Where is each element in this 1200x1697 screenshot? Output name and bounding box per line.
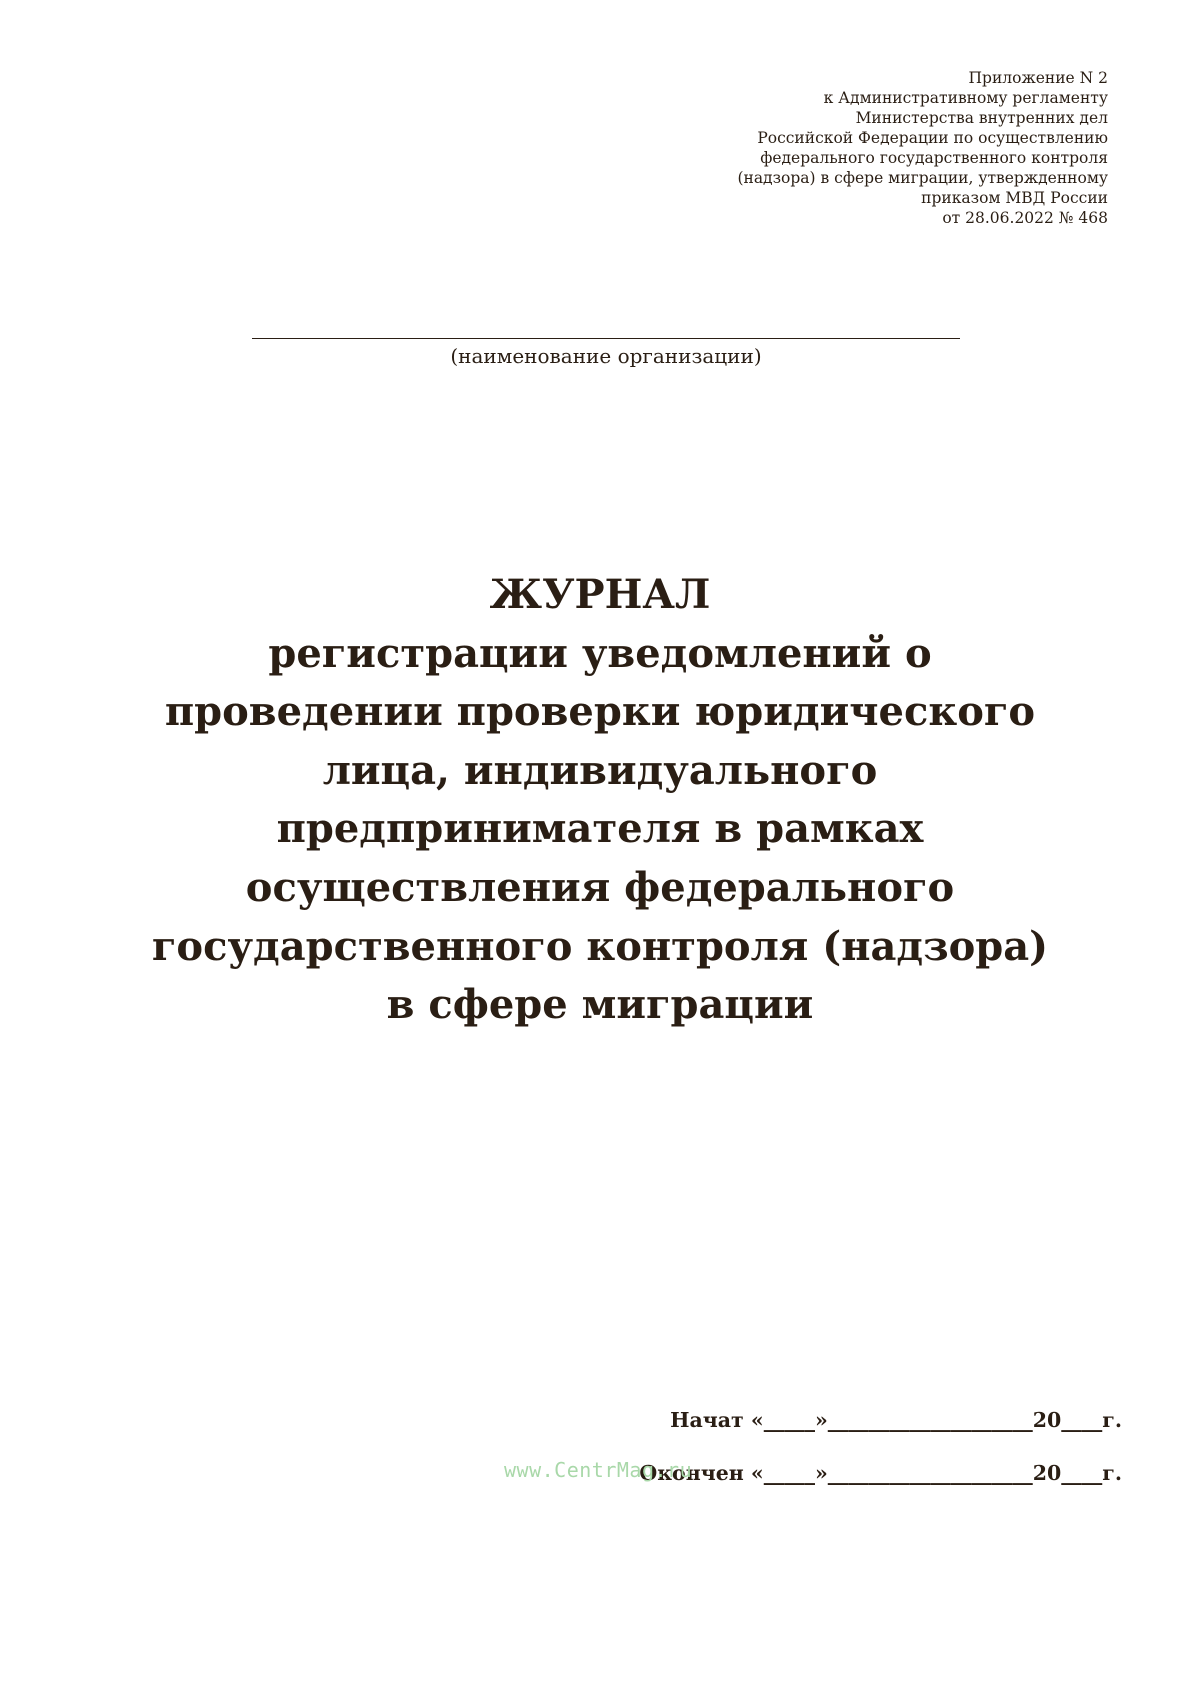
annex-line: от 28.06.2022 № 468 (942, 209, 1108, 227)
annex-line: федерального государственного контроля (760, 149, 1108, 167)
annex-line: Приложение N 2 (968, 69, 1108, 87)
annex-line: Министерства внутренних дел (855, 109, 1108, 127)
end-date-line: Окончен «_____»____________________20____г. (639, 1461, 1122, 1485)
organization-name-line (252, 310, 960, 339)
title-line: предпринимателя в рамках (276, 805, 924, 853)
annex-reference (588, 68, 1108, 228)
organization-name-caption: (наименование организации) (450, 344, 762, 368)
title-line: лица, индивидуального (322, 746, 878, 794)
annex-line: к Административному регламенту (823, 89, 1108, 107)
journal-title (80, 566, 1120, 1035)
title-line: регистрации уведомлений о (268, 629, 932, 677)
title-line: государственного контроля (надзора) (151, 922, 1049, 970)
title-line: проведении проверки юридического (164, 688, 1036, 736)
organization-name-field (252, 310, 960, 369)
title-line: в сфере миграции (386, 981, 814, 1029)
start-date-line: Начат «_____»____________________20____г. (670, 1408, 1122, 1432)
title-line: ЖУРНАЛ (489, 571, 711, 618)
annex-line: приказом МВД России (921, 189, 1108, 207)
title-line: осуществления федерального (245, 863, 955, 911)
annex-line: Российской Федерации по осуществлению (757, 129, 1108, 147)
annex-line: (надзора) в сфере миграции, утвержденному (737, 169, 1108, 187)
watermark: www.CentrMag.ru (504, 1458, 693, 1482)
